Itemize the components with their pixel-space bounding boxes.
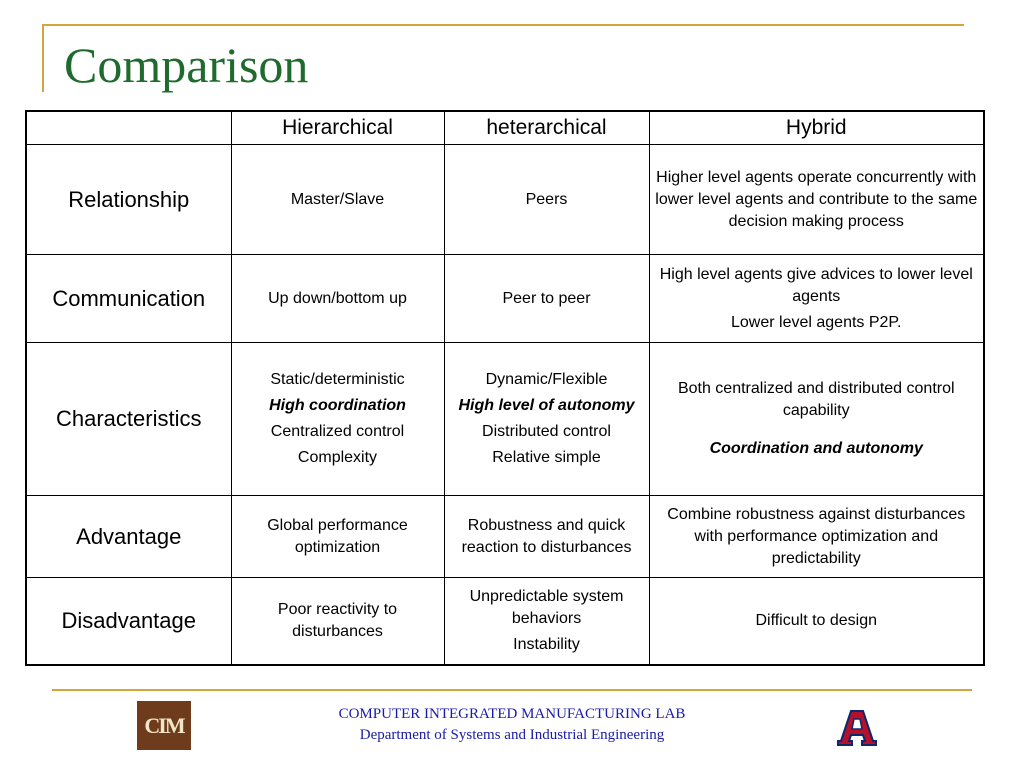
table-row-advantage: [26, 496, 984, 578]
header-hybrid: Hybrid: [649, 111, 984, 145]
cell-relationship-hybrid: [649, 145, 984, 255]
footer-lab-name: COMPUTER INTEGRATED MANUFACTURING LAB: [338, 706, 686, 722]
row-label-relationship: Relationship: [26, 145, 231, 255]
cell-line-emphasis: High coordination: [269, 397, 406, 415]
cell-characteristics-hierarchical: [231, 343, 444, 496]
cell-disadvantage-heterarchical: [444, 578, 649, 665]
header-heterarchical: heterarchical: [444, 111, 649, 145]
cell-communication-heterarchical: [444, 255, 649, 343]
cell-line: Relative simple: [492, 449, 601, 467]
table-row-characteristics: [26, 343, 984, 496]
cell-line: Higher level agents operate concurrently with lower level agents and contribute to the same decision making process: [655, 168, 978, 230]
header-hierarchical: Hierarchical: [231, 111, 444, 145]
cell-relationship-hierarchical: [231, 145, 444, 255]
cell-advantage-heterarchical: [444, 496, 649, 578]
cell-line: Up down/bottom up: [268, 289, 407, 307]
cell-line: Master/Slave: [290, 190, 385, 208]
cell-characteristics-heterarchical: [444, 343, 649, 496]
cell-advantage-hierarchical: [231, 496, 444, 578]
footer-department: Department of Systems and Industrial Engineering: [359, 727, 665, 743]
cell-line: Instability: [513, 636, 580, 654]
table-row-relationship: [26, 145, 984, 255]
header-cell-empty: [26, 111, 231, 145]
cell-line: Unpredictable system behaviors: [469, 588, 624, 628]
row-label-characteristics: Characteristics: [26, 343, 231, 496]
cell-line: Static/deterministic: [270, 371, 405, 389]
cell-line-emphasis: High level of autonomy: [458, 397, 635, 415]
cell-advantage-hybrid: [649, 496, 984, 578]
cell-line: Dynamic/Flexible: [485, 371, 608, 389]
slide-title: Comparison: [64, 37, 309, 93]
cell-disadvantage-hierarchical: [231, 578, 444, 665]
cell-line-emphasis: Coordination and autonomy: [709, 440, 923, 458]
row-label-advantage: Advantage: [26, 496, 231, 578]
table-header-row: [26, 111, 984, 145]
cell-characteristics-hybrid: [649, 343, 984, 496]
cim-lab-logo-text: CIM: [144, 712, 184, 738]
cell-line: High level agents give advices to lower level agents: [659, 265, 973, 305]
cell-line: Difficult to design: [755, 612, 878, 630]
cell-line: Complexity: [297, 449, 378, 467]
cell-spacer: [652, 422, 982, 438]
row-label-disadvantage: Disadvantage: [26, 578, 231, 665]
cell-line: Combine robustness against disturbances with performance optimization and predictability: [667, 505, 966, 567]
table-row-disadvantage: [26, 578, 984, 665]
cell-relationship-heterarchical: [444, 145, 649, 255]
cell-line: Poor reactivity to disturbances: [277, 601, 398, 641]
cell-line: Peer to peer: [502, 289, 591, 307]
row-label-communication: Communication: [26, 255, 231, 343]
cell-communication-hierarchical: [231, 255, 444, 343]
footer-rule: [52, 689, 972, 691]
cell-line: Lower level agents P2P.: [731, 313, 902, 331]
title-frame-top-rule: [42, 24, 964, 26]
cell-line: Both centralized and distributed control capability: [677, 380, 955, 420]
cell-line: Peers: [525, 190, 568, 208]
table-row-communication: [26, 255, 984, 343]
cell-communication-hybrid: [649, 255, 984, 343]
cell-disadvantage-hybrid: [649, 578, 984, 665]
comparison-table: [25, 110, 985, 666]
cell-line: Global performance optimization: [267, 516, 408, 556]
title-frame-left-rule: [42, 24, 44, 92]
cell-line: Robustness and quick reaction to disturbances: [461, 516, 632, 556]
cell-line: Centralized control: [270, 423, 405, 441]
cell-line: Distributed control: [482, 423, 611, 441]
university-a-logo-icon: [837, 707, 877, 747]
